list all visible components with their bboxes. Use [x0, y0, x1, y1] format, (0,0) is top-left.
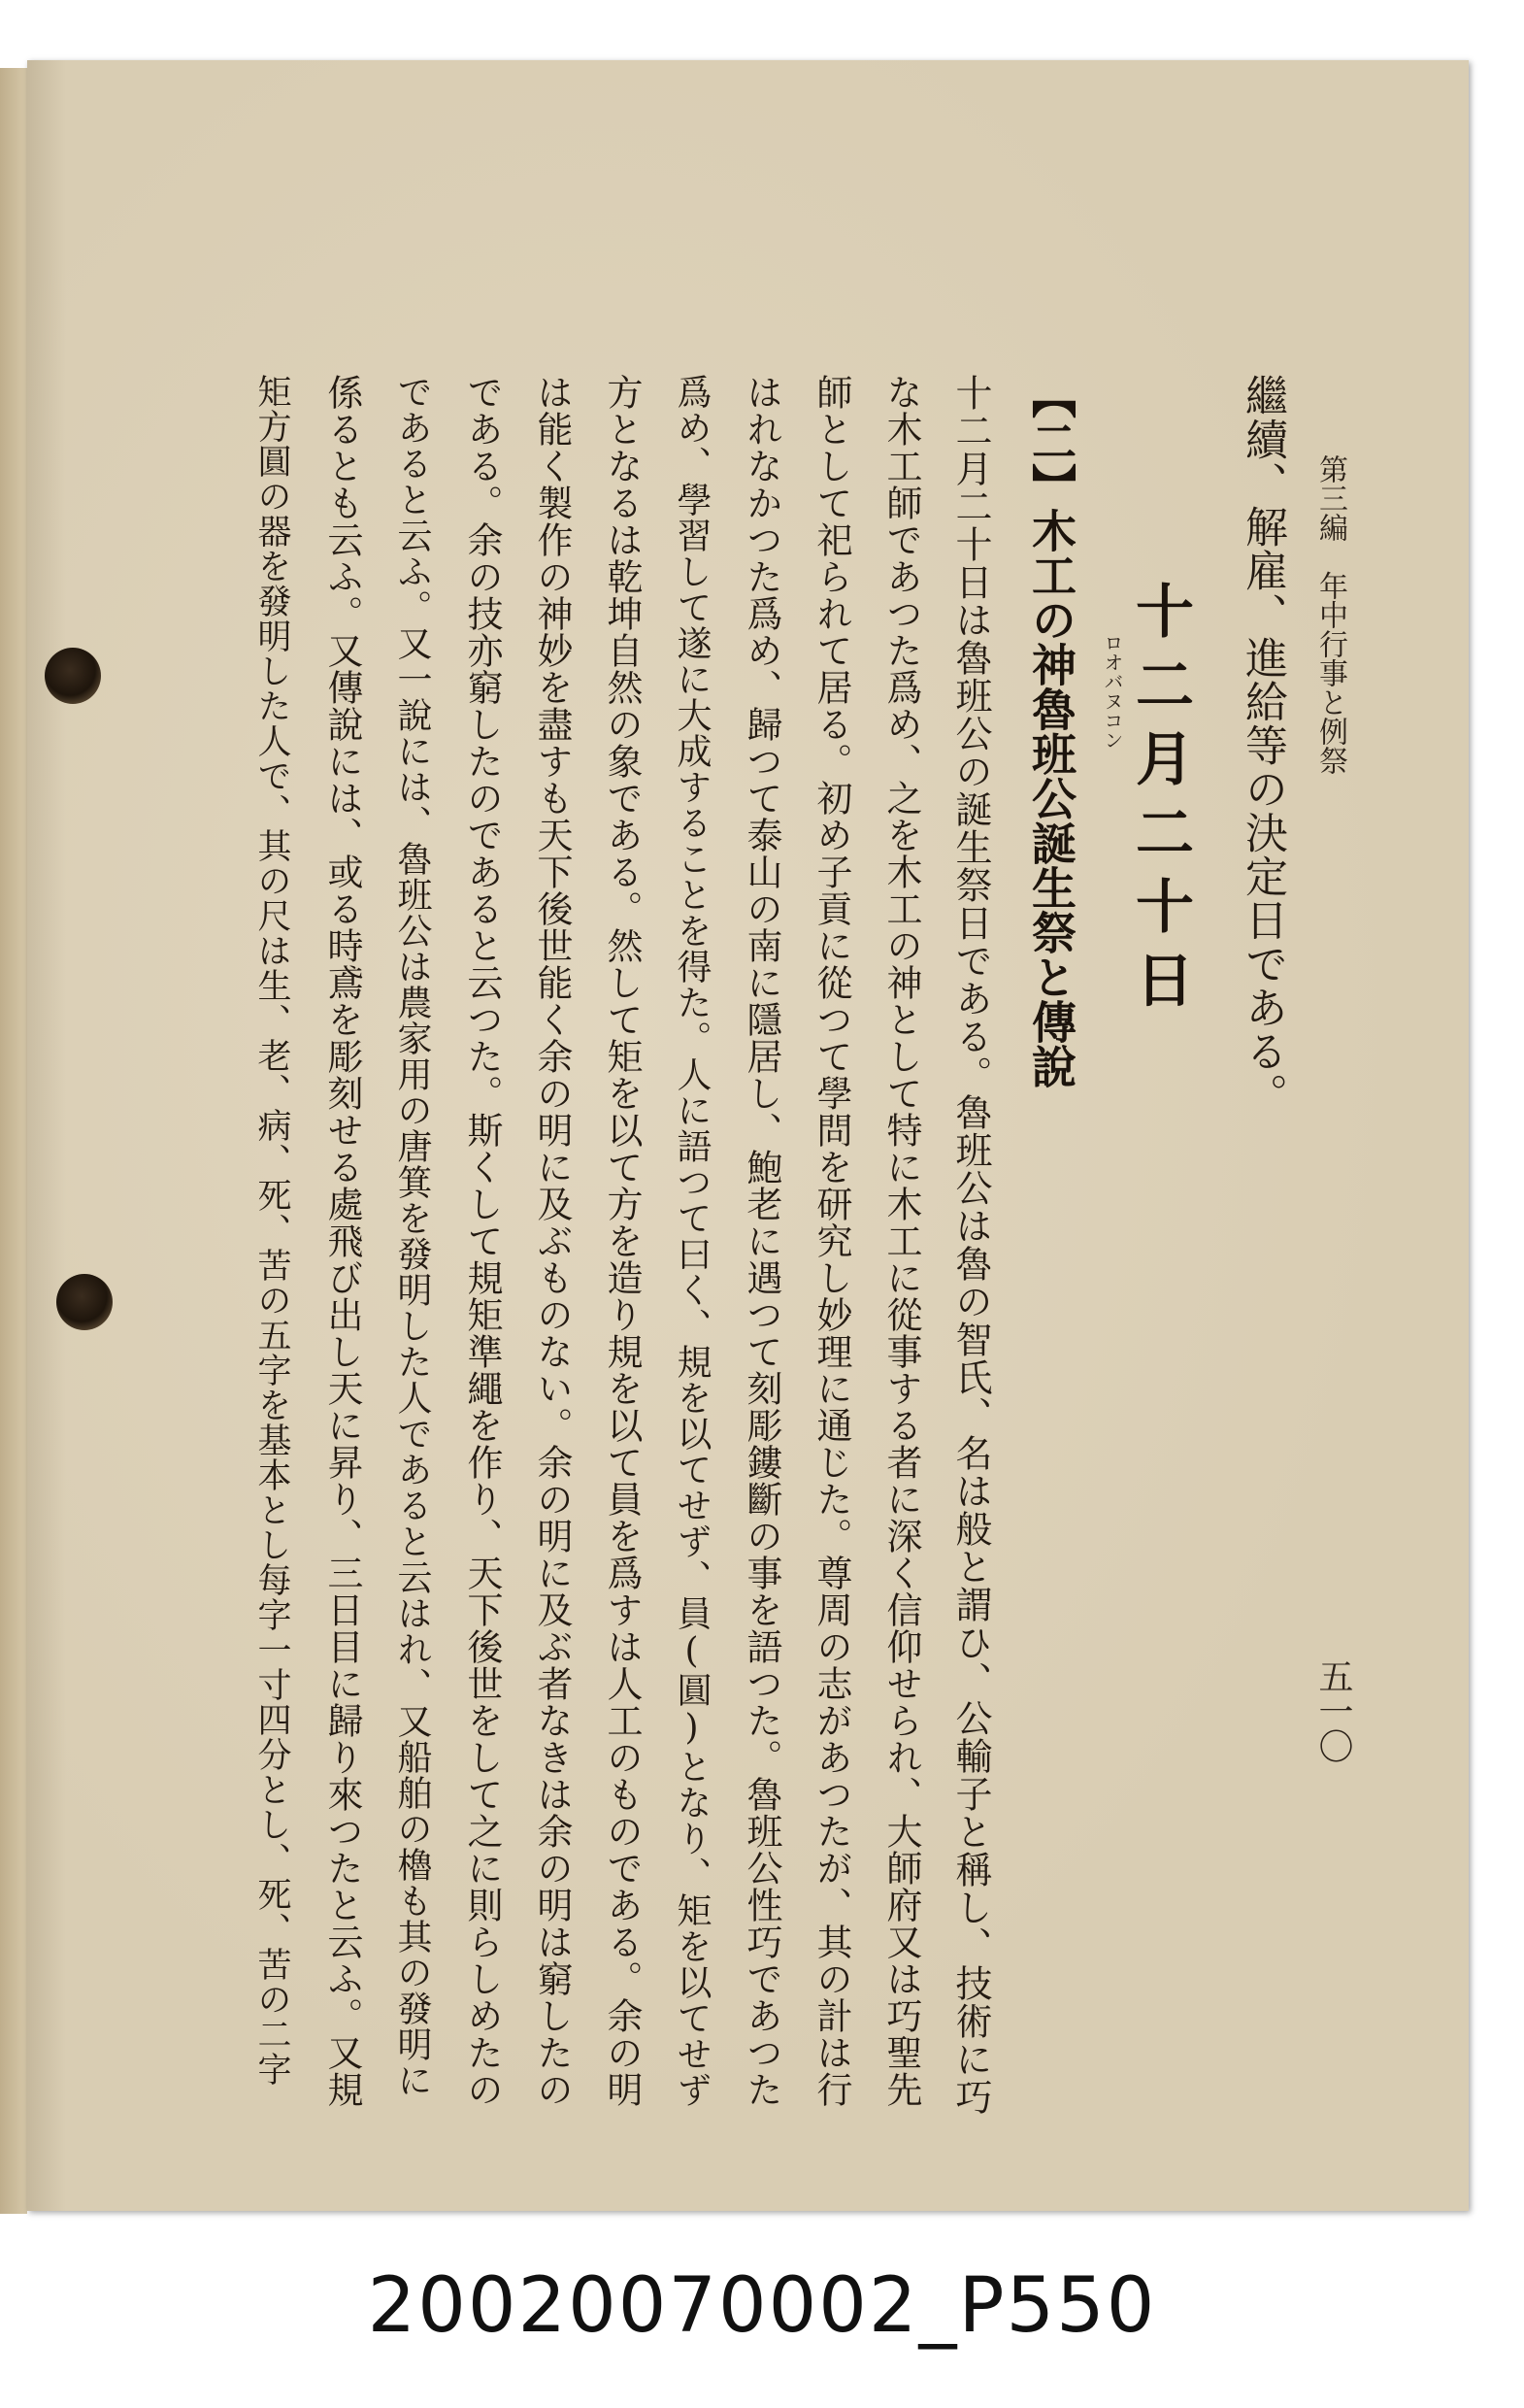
section-mark: 【二】	[1025, 374, 1077, 508]
running-header: 第三編 年中行事と例祭	[1313, 454, 1347, 775]
section-heading-text: 木工の神魯班公誕生祭と傳說	[1025, 508, 1077, 1088]
catalog-id: 20020070002_P550	[367, 2262, 1157, 2350]
binding-hole-top	[45, 648, 101, 704]
body-line: な木工師であつた爲め、之を木工の神として特に木工に從事する者に深く信仰せられ、大師府又は巧聖先	[880, 374, 922, 2108]
body-line: はれなかつた爲め、歸つて泰山の南に隱居し、鮑老に遇つて刻彫鏤斷の事を語つた。魯班公性巧であつた	[741, 374, 782, 2108]
body-line: 方となるは乾坤自然の象である。然して矩を以て方を造り規を以て員を爲すは人工のものである。余の明	[601, 374, 643, 2108]
continuation-line: 繼續、解雇、進給等の決定日である。	[1238, 374, 1287, 1117]
body-line: であると云ふ。又一說には、魯班公は農家用の唐箕を發明した人であると云はれ、又船舶の櫓も其の發明に	[392, 374, 432, 2098]
body-line: 爲め、學習して遂に大成することを得た。人に語つて曰く、規を以てせず、員(圓)となり、矩を以てせず	[672, 374, 712, 2108]
body-line: である。余の技亦窮したのであると云つた。斯くして規矩準繩を作り、天下後世をして之に則らしめたの	[461, 374, 503, 2108]
page-number: 五一〇	[1313, 1658, 1353, 1763]
body-line: 係るとも云ふ。又傳說には、或る時鳶を彫刻せる處飛び出し天に昇り、三日目に歸り來つたと云ふ。又規	[321, 374, 363, 2108]
body-line: は能く製作の神妙を盡すも天下後世能く余の明に及ぶものない。余の明に及ぶ者なきは余の明は窮したの	[531, 374, 573, 2108]
book-spine	[0, 68, 27, 2214]
section-heading	[1019, 374, 1083, 1088]
body-line: 師として祀られて居る。初め子貢に從つて學問を研究し妙理に通じた。尊周の志があつたが、其の計は行	[811, 374, 852, 2108]
body-line: 十二月二十日は魯班公の誕生祭日である。魯班公は魯の智氏、名は般と謂ひ、公輸子と稱し、技術に巧	[949, 374, 992, 2116]
body-line: 矩方圓の器を發明した人で、其の尺は生、老、病、死、苦の五字を基本とし每字一寸四分とし、死、苦の二字	[252, 374, 291, 2087]
date-title: 十二月二十日	[1126, 581, 1194, 1023]
binding-hole-bottom	[56, 1274, 113, 1330]
heading-ruby: ロオバヌコン	[1101, 633, 1124, 750]
